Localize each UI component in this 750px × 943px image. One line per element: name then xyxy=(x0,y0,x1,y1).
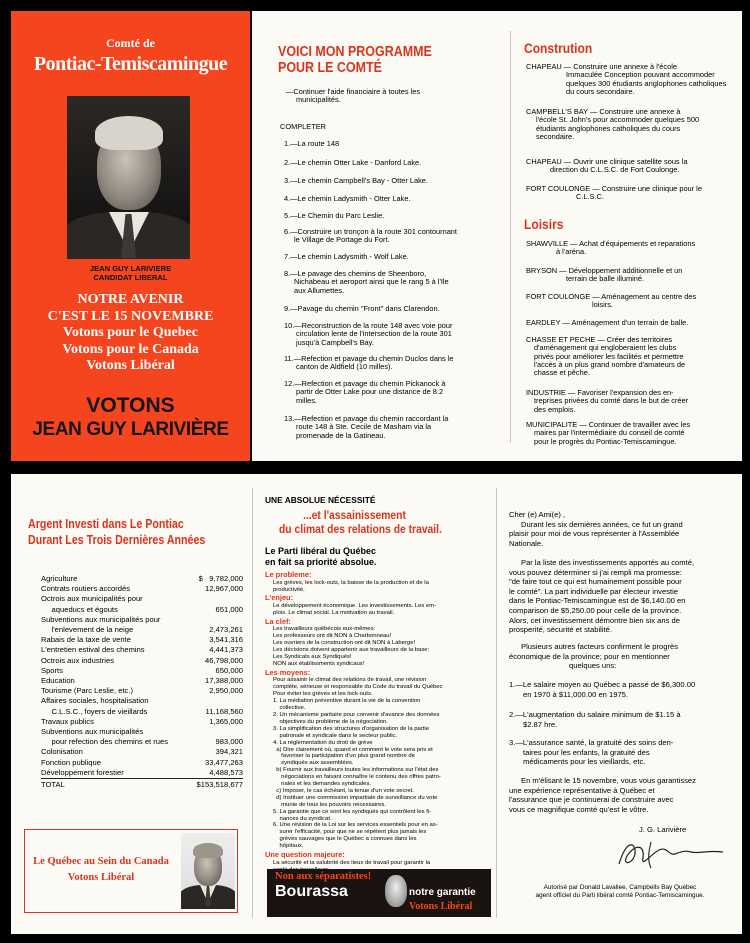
labour-section-line: nances du syndicat. xyxy=(273,815,332,822)
labour-section-line: 5. La garantie que ce sont les syndiqués qui contrôlent les fi- xyxy=(273,808,432,815)
investment-row xyxy=(41,718,243,727)
column-divider xyxy=(496,488,497,918)
letter-line: l'assurance que je continuerai de construire avec xyxy=(509,795,674,805)
letter-closing xyxy=(509,776,719,814)
labour-section-title: Une question majeure: xyxy=(265,850,345,860)
prog-item-line: 6.—Construire un tronçon à la route 301 contournant xyxy=(284,227,457,236)
loisirs-item xyxy=(526,240,730,257)
letter-line: vous ce magnifique comté qu'est le vôtre. xyxy=(509,804,649,814)
bourassa-portrait xyxy=(385,875,407,907)
investment-label: Agriculture xyxy=(41,574,78,583)
investment-value: 651,000 xyxy=(215,604,243,614)
investment-row xyxy=(41,646,243,655)
prog-item-line: partir de Otter Lake pour une distance de 8.2 xyxy=(296,387,444,397)
quebec-box-text xyxy=(31,854,171,886)
labour-section-line: hôpitaux. xyxy=(273,843,304,850)
middle-subheading-line: Le Parti libéral du Québec xyxy=(265,546,377,556)
investment-label: Développement forestier xyxy=(41,767,124,777)
total-label: TOTAL xyxy=(41,780,65,789)
slogans xyxy=(11,292,250,375)
investment-row xyxy=(41,575,243,584)
investment-label: Sports xyxy=(41,665,63,675)
programme-heading xyxy=(278,44,432,76)
middle-heading-line: ...et l'assainissement xyxy=(303,508,406,522)
quebec-box xyxy=(24,829,238,913)
slogan-line: Votons Libéral xyxy=(86,358,175,373)
investment-value: 394,321 xyxy=(215,747,243,757)
prog-item xyxy=(284,177,506,185)
investment-value: 2,950,000 xyxy=(209,686,243,696)
prog-item xyxy=(284,195,506,203)
middle-subheading-line: en fait sa priorité absolue. xyxy=(265,557,377,567)
construction-heading: Constrution xyxy=(524,40,593,56)
item-line: maires par l'intermédiaire du conseil de comté xyxy=(534,428,685,438)
prog-item xyxy=(284,355,506,372)
letter-body xyxy=(509,510,719,548)
quebec-box-line: Votons Libéral xyxy=(67,872,135,883)
investment-row xyxy=(41,759,243,768)
authorization-notice xyxy=(501,884,739,900)
prog-item-line: 13.—Refection et pavage du chemin raccordant la xyxy=(284,414,449,423)
prog-item-line: circulation lente de l'intersection de la route 301 xyxy=(296,329,452,339)
cover-panel xyxy=(11,11,250,461)
candidate-photo-small xyxy=(181,833,235,909)
letter-line: 3.—L'assurance santé, la gratuité des soins den- xyxy=(509,738,674,747)
prog-item xyxy=(284,228,506,245)
loisirs-item xyxy=(526,293,730,310)
item-line: SHAWVILLE — Achat d'équipements et reparations xyxy=(526,239,696,248)
banner-name: Bourassa xyxy=(275,883,348,900)
investment-row xyxy=(41,657,243,666)
item-line: CHAPEAU — Ouvrir une clinique satellite sous la xyxy=(526,157,688,166)
letter-paragraph xyxy=(509,558,719,635)
labour-section-line: 2. Un mécanisme paritaire pour convenir d'avance des données xyxy=(273,711,440,718)
slogan-line: NOTRE AVENIR xyxy=(77,292,184,307)
loisirs-item xyxy=(526,336,730,377)
letter-point xyxy=(509,680,719,699)
slogan-line: Votons pour le Canada xyxy=(62,341,199,357)
investment-value: 2,473,261 xyxy=(209,625,243,634)
investment-row xyxy=(41,708,243,717)
letter-line: En m'élisant le 15 novembre, vous vous garantissez xyxy=(521,776,696,785)
prog-item xyxy=(284,270,506,295)
investi-heading xyxy=(28,516,205,548)
prog-item xyxy=(284,159,506,167)
investment-value: 3,541,316 xyxy=(209,635,243,645)
banner-top: Non aux séparatistes! xyxy=(275,871,372,882)
candidate-photo xyxy=(67,96,190,259)
labour-section-line: b) Fournir aux travailleurs toutes les informations sur l'état des xyxy=(273,767,439,774)
column-divider xyxy=(252,488,253,918)
investment-label: Tourisme (Parc Leslie, etc.) xyxy=(41,686,133,696)
item-line: EARDLEY — Aménagement d'un terrain de balle. xyxy=(526,318,689,327)
investment-label: Education xyxy=(41,676,75,685)
labour-section xyxy=(265,594,491,616)
prog-item-line: route 148 à Ste. Cecile de Masham via la xyxy=(296,422,432,432)
prog-item-line: 11.—Refection et pavage du chemin Duclos dans le xyxy=(284,354,454,363)
letter-line: économique de la province; pour en mentionner xyxy=(509,651,670,661)
prog-item-line: le Village de Portage du Fort. xyxy=(294,235,390,245)
loisirs-heading: Loisirs xyxy=(524,216,564,232)
investment-label: Octrois aux municipalités pour xyxy=(41,594,143,604)
labour-section-line: Pour éviter les grèves et les lock-outs. xyxy=(273,691,373,698)
investment-value: $ 9,782,000 xyxy=(198,574,243,583)
prog-item-line: 8.—Le pavage des chemins de Sheenboro, xyxy=(284,269,427,278)
prog-item xyxy=(284,305,506,313)
middle-heading xyxy=(279,508,442,536)
investment-label: Rabais de la taxe de vente xyxy=(41,635,131,645)
investment-row xyxy=(41,769,243,778)
letter-line: 1.—Le salaire moyen au Québec a passé de $6,300.00 xyxy=(509,680,696,689)
prog-item-line: 5.—Le Chemin du Parc Leslie. xyxy=(284,211,385,220)
item-line: chasse et pêche. xyxy=(534,368,590,378)
letter-line: comparison de $5,250.00 pour celle de la province. xyxy=(509,605,682,615)
comte-de: Comté de xyxy=(106,36,155,50)
investment-value: 1,365,000 xyxy=(209,716,243,726)
letter-line: quelques uns: xyxy=(569,661,617,671)
labour-section-line: syndiqués aux assemblées. xyxy=(273,760,354,767)
prog-item-line: 3.—Le chemin Campbell's Bay - Otter Lake. xyxy=(284,176,428,185)
investment-label: C.L.S.C., foyers de vieillards xyxy=(41,706,148,716)
labour-section-line: surer l'efficacité, pour que ne se répètent plus jamais les xyxy=(273,829,427,836)
letter-salutation: Cher (e) Ami(e) , xyxy=(509,510,566,519)
letter-line: une expérience représentative à Québec et xyxy=(509,785,655,795)
item-line: l'école St. John's pour accommoder quelques 500 xyxy=(536,115,700,125)
investment-label: Colonisation xyxy=(41,747,83,757)
investment-row xyxy=(41,748,243,757)
labour-section-line: NON aux établissments syndicaux! xyxy=(273,660,365,667)
investment-label: Subventions aux municipalités xyxy=(41,727,144,736)
investment-label: Fonction publique xyxy=(41,757,101,767)
prog-item-line: 10.—Reconstruction de la route 148 avec voie pour xyxy=(284,321,453,330)
letter-line: Plusieurs autres facteurs confirment le progrès xyxy=(521,642,679,651)
investment-row xyxy=(41,636,243,645)
investment-value: 17,388,000 xyxy=(204,676,243,685)
labour-section-line: 1. La médiation préventive durant la vie de la convention xyxy=(273,698,421,705)
prog-item-line: canton de Aldfield (10 milles). xyxy=(296,362,393,372)
letter-line: prosperité, sécurité et stabilité. xyxy=(509,625,612,635)
letter-line: médicaments pour les vieillards, etc. xyxy=(523,757,646,767)
labour-section-title: La clef: xyxy=(265,616,291,626)
slogan-line: C'EST LE 15 NOVEMBRE xyxy=(47,308,214,324)
programme-panel xyxy=(252,11,742,461)
item-line: direction du C.L.S.C. de Fort Coulonge. xyxy=(550,165,680,175)
construction-item xyxy=(526,158,730,175)
labour-section-line: nales et les demandes syndicales. xyxy=(273,781,371,788)
prog-item-line: promenade de la Gatineau. xyxy=(296,430,386,440)
item-line: INDUSTRIE — Favoriser l'expansion des en- xyxy=(526,388,674,397)
letter-line: Nationale. xyxy=(509,538,544,548)
middle-sections xyxy=(265,571,491,875)
total-value: $153,518,677 xyxy=(196,780,243,789)
prog-item-line: 2.—Le chemin Otter Lake - Danford Lake. xyxy=(284,158,422,167)
prog-item xyxy=(284,380,506,405)
prog-item-line: Nichabeau et aeroport ainsi que le rang 5 à l'Ile xyxy=(294,277,449,287)
labour-section-line: c) Imposer, le cas échéant, la tenue d'un vote secret. xyxy=(273,787,414,794)
authorization-line: Autorisé par Donald Lavallee, Campbells Bay Québec xyxy=(543,884,697,891)
loisirs-item xyxy=(526,389,730,414)
construction-item xyxy=(526,108,730,141)
investment-value: 4,441,373 xyxy=(209,645,243,655)
prog-item-line: 1.—La route 148 xyxy=(284,139,340,148)
investment-row xyxy=(41,677,243,686)
labour-section-line: Les ouvriers de la construction ont dit NON à Laberge! xyxy=(273,640,416,647)
investment-row xyxy=(41,687,243,696)
back-panel xyxy=(11,474,742,934)
investment-value: 650,000 xyxy=(215,665,243,675)
labour-section-line: 4. La réglementation du droit de grève xyxy=(273,739,373,746)
programme-intro xyxy=(286,88,506,105)
letter-point xyxy=(509,710,719,729)
investment-value: 12,967,000 xyxy=(204,584,243,594)
labour-section-line: grèves sauvages que le Québec a connues dans les xyxy=(273,836,417,843)
investment-value: 11,168,560 xyxy=(205,706,243,716)
labour-section xyxy=(265,571,491,593)
investment-row xyxy=(41,738,243,747)
investment-label: L'entretien estival des chemins xyxy=(41,645,145,655)
investment-row xyxy=(41,728,243,737)
investment-value: 46,798,000 xyxy=(204,655,243,665)
item-line: quelques 300 étudiants anglophones catholiques xyxy=(566,78,727,88)
letter-line: en 1970 à $11,000.00 en 1975. xyxy=(523,689,629,699)
programme-heading-line: VOICI MON PROGRAMME xyxy=(278,44,432,60)
labour-section-line: Les travailleurs québécois eux-mêmes: xyxy=(273,626,376,633)
total-rule xyxy=(41,778,243,779)
candidate-name: JEAN GUY LARIVIERE xyxy=(89,264,172,273)
letter-line: Par la liste des investissements apportés au comté, xyxy=(521,558,695,567)
letter-line: dans le Pontiac-Temiscamingue est de $6,140.00 en xyxy=(509,596,686,606)
item-line: CAMPBELL'S BAY — Construire une annexe à xyxy=(526,107,681,116)
middle-subheading xyxy=(265,546,377,568)
labour-section-title: L'enjeu: xyxy=(265,593,294,603)
labour-section-line: complète, sérieuse et responsable du Code du travail du Québec xyxy=(273,684,443,691)
investment-row xyxy=(41,585,243,594)
item-line: MUNICIPALITE — Continuer de travailler avec les xyxy=(526,420,691,429)
labour-section-line: collective. xyxy=(273,705,306,712)
labour-section-title: Le probleme: xyxy=(265,570,312,579)
letter-line: vous pouvez déterminer si j'ai rempli ma promesse: xyxy=(509,567,682,577)
investi-heading-line: Durant Les Trois Dernières Années xyxy=(28,532,206,547)
prog-item xyxy=(284,212,506,220)
letter-paragraph xyxy=(509,642,719,671)
votons-candidate: JEAN GUY LARIVIÈRE xyxy=(32,419,229,440)
quebec-box-line: Le Québec au Sein du Canada xyxy=(33,856,169,867)
item-line: étudiants anglophones catholiques du cours xyxy=(536,123,681,133)
labour-section-line: Pour assainir le climat des relations de travail, une révision xyxy=(273,677,427,684)
labour-section-line: d) Instituer une commission impartiale de surveillance du vote xyxy=(273,794,438,801)
prog-item-line: aux Allumettes. xyxy=(294,285,345,295)
prog-item-line: 7.—Le chemin Ladysmith - Wolf Lake. xyxy=(284,252,409,261)
labour-section-line: plois. Le climat social. La motivation au travail. xyxy=(273,609,395,616)
investment-label: Travaux publics xyxy=(41,716,94,726)
letter-line: 2.—L'augmentation du salaire minimum de $1.15 à xyxy=(509,710,681,719)
investment-value: 4,488,573 xyxy=(209,767,243,777)
labour-section-line: a) Dire clairement où, quand et comment le vote sera pris et xyxy=(273,746,433,753)
labour-section-line: négociations en faisant connaître le contenu des offres patro- xyxy=(273,774,441,781)
loisirs-item xyxy=(526,319,730,327)
investment-label: Subventions aux municipalités pour xyxy=(41,614,161,624)
construction-item xyxy=(526,185,730,202)
investment-row xyxy=(41,616,243,625)
investment-label: l'enlevement de la neige xyxy=(41,625,134,634)
letter-line: Alors, cet investissement démontre bien six ans de xyxy=(509,615,680,625)
labour-section-line: objectives du problème de la négociation. xyxy=(273,718,388,725)
middle-heading-line: du climat des relations de travail. xyxy=(279,522,442,536)
investment-label: Contrats routiers accordés xyxy=(41,584,131,594)
completer-label: COMPLETER xyxy=(280,122,326,131)
labour-section-line: productivité. xyxy=(273,586,305,593)
investment-row xyxy=(41,626,243,635)
banner-right: notre garantie xyxy=(409,887,476,898)
labour-section-title: Les moyens: xyxy=(265,667,311,677)
intro-line: —Continuer l'aide financiaire à toutes les xyxy=(286,87,421,96)
item-line: à l'aréna. xyxy=(556,247,587,257)
investment-row xyxy=(41,606,243,615)
prog-item xyxy=(284,415,506,440)
item-line: BRYSON — Développement additionnelle et un xyxy=(526,266,683,275)
labour-section xyxy=(265,618,491,668)
prog-item xyxy=(284,253,506,261)
loisirs-item xyxy=(526,421,730,446)
item-line: pour le progrès du Pontiac-Temiscamingue. xyxy=(534,436,677,446)
investment-label: pour refection des chemins et rues xyxy=(41,737,169,747)
investment-value: 983,000 xyxy=(215,737,243,747)
prog-item-line: milles. xyxy=(296,395,317,405)
labour-section-line: Le développement économique. Les investissements. Les em- xyxy=(273,603,437,609)
prog-item xyxy=(284,322,506,347)
labour-section-line: Les grèves, les lock-outs, la baisse de la production et de la xyxy=(273,579,429,586)
letter-point xyxy=(509,738,719,767)
construction-item xyxy=(526,63,730,96)
labour-section-line: favoriser la participation d'un plus grand nombre de xyxy=(273,753,415,760)
item-line: CHASSE ET PECHE — Créer des territoires xyxy=(526,335,673,344)
prog-item xyxy=(284,140,506,148)
letter-line: le comté". La part individuelle par électeur investie xyxy=(509,586,679,596)
prog-item-line: 12.—Refection et pavage du chemin Pickanock à xyxy=(284,379,446,388)
item-line: treprises privées du comté dans le but de créer xyxy=(534,396,689,406)
investment-table xyxy=(41,575,243,785)
votons-heading: VOTONS xyxy=(86,394,175,417)
labour-section-line: 6. Une révision de la Loi sur les services essentiels pour en as- xyxy=(273,822,438,829)
column-divider xyxy=(510,31,511,443)
signature-name: J. G. Larivière xyxy=(639,825,687,834)
letter-line: "de faire tout ce qui est humainement possible pour xyxy=(509,577,682,587)
labour-section-line: 3. La simplification des structures d'organisation de la partie xyxy=(273,725,430,732)
item-line: du cours secondaire. xyxy=(566,86,635,96)
programme-heading-line: POUR LE COMTÉ xyxy=(278,60,382,76)
investment-label: Octrois aux industries xyxy=(41,655,115,665)
investment-row xyxy=(41,667,243,676)
letter-line: taires pour les enfants, la gratuité des xyxy=(523,747,650,757)
item-line: C.L.S.C. xyxy=(576,192,604,202)
item-line: loisirs. xyxy=(592,300,613,310)
item-line: terrain de balle illuminé. xyxy=(566,274,645,284)
prog-item-line: 9.—Pavage du chemin "Front" dans Clarendon. xyxy=(284,304,440,313)
slogan-line: Votons pour le Quebec xyxy=(63,325,198,340)
investi-heading-line: Argent Investi dans Le Pontiac xyxy=(28,516,184,531)
prog-item-line: 4.—Le chemin Ladysmith - Otter Lake. xyxy=(284,194,411,203)
letter-line: $2.87 hre. xyxy=(523,719,558,729)
labour-section-line: Les professeurs ont dit NON à Charbonneau! xyxy=(273,633,392,640)
investment-row xyxy=(41,697,243,706)
bourassa-banner xyxy=(267,869,491,917)
investment-row xyxy=(41,595,243,604)
intro-line: municipalités. xyxy=(296,95,341,105)
labour-section-line: munie de tous les pouvoirs nécessaires. xyxy=(273,801,386,808)
item-line: privés pour améliorer les facilités et permettre xyxy=(534,351,684,361)
item-line: l'accès à un plus grand nombre d'amateurs de xyxy=(534,359,686,369)
prog-item-line: jusqu'à Campbell's Bay. xyxy=(296,337,374,347)
labour-section-line: Les décisions doivent appartenir aux travailleurs de la base: xyxy=(273,647,430,654)
labour-section xyxy=(265,669,491,850)
item-line: FORT COULONGE — Aménagement au centre des xyxy=(526,292,697,301)
handwritten-signature xyxy=(611,834,731,874)
letter-line: plaisir pour moi de vous représenter à l'Assemblée xyxy=(509,529,680,539)
item-line: FORT COULONGE — Construire une clinique pour le xyxy=(526,184,702,193)
riding-title: Pontiac-Temiscamingue xyxy=(33,53,228,75)
authorization-line: agent officiel du Parti libéral comté Pontiac-Temiscamingue. xyxy=(535,892,705,900)
item-line: Immaculée Conception pouvant accommoder xyxy=(566,70,715,80)
loisirs-item xyxy=(526,267,730,284)
investment-label: aqueducs et égouts xyxy=(41,604,118,614)
middle-kicker: UNE ABSOLUE NÉCESSITÉ xyxy=(265,495,376,505)
item-line: CHAPEAU — Construire une annexe à l'école xyxy=(526,62,677,71)
candidate-title: CANDIDAT LIBERAL xyxy=(93,273,168,282)
banner-bottom: Votons Libéral xyxy=(409,901,473,912)
investment-label: Affaires sociales, hospitalisation xyxy=(41,696,149,706)
item-line: d'aménagement qui engloberaient les clubs xyxy=(534,343,677,353)
labour-section-line: La sécurité et la salubrité des lieux de travail pour garantir la xyxy=(273,859,431,866)
item-line: secondaire. xyxy=(536,131,575,141)
item-line: des emplois. xyxy=(534,404,576,414)
investment-value: 33,477,263 xyxy=(204,757,243,767)
letter-line: Durant les six dernières années, ce fut un grand xyxy=(521,519,683,529)
labour-section-line: Les Syndicats aux Syndiqués! xyxy=(273,654,352,661)
labour-section-line: patronale et syndicale dans le secteur public. xyxy=(273,732,398,739)
